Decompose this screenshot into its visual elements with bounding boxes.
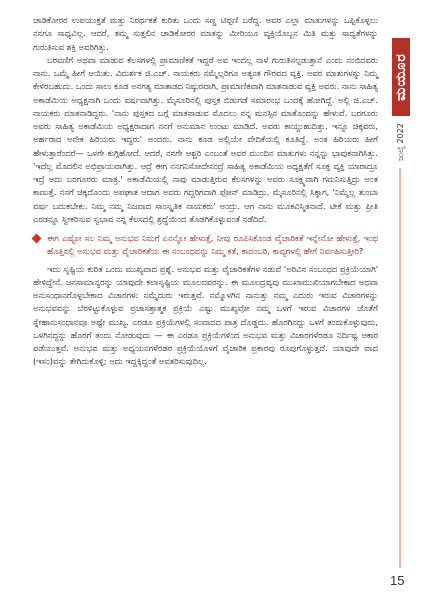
paragraph-answer: ಇದು ಸೃಷ್ಟಿಯ ಕುರಿತ ಒಂದು ಮುಖ್ಯವಾದ ಪ್ರಶ್ನೆ. ಅನುಭವ ಮತ್ತು ವೈಚಾರಿಕತೆಗಳ ನಡುವೆ 'ಅರಿವಿನ ಸಂಬಂಧದ ಪ್ರಕ್ರಿಯೆಯಾಗಿ' ಹೇಳಿದ್ದೇನೆ. ಜನಸಾಮಾನ್ಯರನ್ನು ಯಾವುದೇ ಕಲಾಸೃಷ್ಟಿಯ ಮೂಲದವರನ್ನು. ಈ ಮೂಲದ್ರವ್ಯವು ಮುಖಾಮುಖಿಯಾಗಬೇಕಾದ ಅಥವಾ ಅನುಸಂಧಾನಗೊಳ್ಳಬೇಕಾದ ವಿಚಾರಗಳು ನಮ್ಮೆದುರು ಇರುತ್ತವೆ. ನಮ್ಮೊಳಗಿನ ನಾನುತ್ತು ನಮ್ಮ ಎದುರು ಇರುವ ವಿಚಾರಗಳನ್ನು ಅನುಭವವನ್ನು ಬೆರಳಿಟ್ಟುಕೊಳ್ಳುವ ಪ್ರಜಾಸತ್ತಾತ್ಮಕ ಪ್ರಕ್ರಿಯೆ ಎಷ್ಟು ಮುಖ್ಯವೋ ನಮ್ಮ ಒಳಗೆ ಇರುವ ವಿಚಾರಗಳ ಜೊತೆಗೆ ಸ್ನೇಹಾನುಸಂಧಾನವೂ ಅಷ್ಟೇ ಮುಖ್ಯ. ಎರಡೂ ಪ್ರಕ್ರಿಯೆಗಳಲ್ಲಿ ಸಂವಾದದ ಪಾತ್ರ ದೊಡ್ಡದು. ಹೊರಗಿನದ್ದು ಒಳಗೆ ತಂದುಕೊಳ್ಳುವುದು, ಒಳಗಿನದ್ದನ್ನು ಹೊರಗೆ ತಂದು ನೋಡುವುದು — ಈ ಎರಡೂ ಪ್ರಕ್ರಿಯೆಗಳಿಂದ ಅನುಭವ ಮತ್ತು ವಿಚಾರಗಳೆರಡೂ ನಿರ್ದಿಷ್ಟ ಆಕಾರ ಪಡೆಯುತ್ತವೆ. ಅನುಭವ ಮತ್ತು ಅಧ್ಯಯನಗಳೆರಡರ ಪ್ರಕ್ರಿಯೆಯೊಳಗೆ ವೈಚಾರಿಕ ಪ್ರಕಾರವು ರೂಪುಗೊಳ್ಳುತ್ತದೆ. ಯಾವುದೇ ವಾದ (ಇಸಂ)ವನ್ನು ತೇಗಿದುಕೊಳ್ಳಿ; ಅದು ಇದ್ದಕ್ಕಿದ್ದಂತೆ ಅವತರಿಸುವುದಿಲ್ಲ. bbox=[33, 263, 378, 367]
magazine-logo-text: ಮಯೂರ bbox=[393, 53, 409, 101]
interview-question bbox=[33, 232, 378, 259]
article-body bbox=[33, 14, 378, 369]
magazine-logo bbox=[392, 38, 410, 116]
paragraph-anecdote: ಬರವಣಿಗೆ ಅಥವಾ ಮಾಡುವ ಕೆಲಸಗಳಲ್ಲಿ ಪ್ರಾಮಾಣಿಕತೆ ಇದ್ದರೆ ಅವ ಇಂದಲ್ಲ ನಾಳೆ ಗುರುತಿಸಲ್ಪಡುತ್ತಾನೆ ಎಂದು ನಂಬಿದವರು ನಾನು. ಒಮ್ಮೆ ಹೀಗೆ ಆಯಿತು. ವಿಮರ್ಶಕ ಜಿ.ಎಚ್. ನಾಯಕರು ನಮ್ಮೆಲ್ಲರಿಗೂ ಅತ್ಯಂತ ಗೌರವದ ವ್ಯಕ್ತಿ. ಅವರ ಮಾತುಗಳನ್ನು ನಿಮ್ಮ ಕೇಳಿರಬಹುದು. ಒಂದು ಸಾಲು ಕೂಡ ಅನಗತ್ಯ ಮಾತಾಡದ ನಿಷ್ಠುರವಾಗಿ, ಪ್ರಾಮಾಣಿಕವಾಗಿ ಮಾತನಾಡುವ ವ್ಯಕ್ತಿ ಅವರು. ನಾನು ಸಾಹಿತ್ಯ ಅಕಾಡೆಮಿಯ ಅಧ್ಯಕ್ಷನಾಗಿ ಒಂದು ವರ್ಷವಾಗಿತ್ತು. ಮೈಸೂರಿನಲ್ಲಿ ಪುಸ್ತಕ ಬಿಡುಗಡೆ ಸಮಾರಂಭ ಒಂದಕ್ಕೆ ಹೋಗಿದ್ದೆ. ಅಲ್ಲಿ ಜಿ.ಎಚ್. ನಾಯಕರು ಮಾತನಾಡಿದ್ದರು. 'ನಾನು ಪುಸ್ತಕದ ಬಗ್ಗೆ ಮಾತನಾಡುವ ಮೊದಲು ನನ್ನ ಮನಸ್ಸಿನ ಮಾತೊಂದನ್ನು ಹೇಳುವೆ. ಬರಗೂರು ಅವರು ಸಾಹಿತ್ಯ ಅಕಾಡೆಮಿಯ ಅಧ್ಯಕ್ಷರಾದಾಗ ನನಗೆ ಅನುಮಾನ ಉಂಟು ಮಾಡಿದೆ. ಅವರು ಕಾಯ್ದುಹುದಿತ್ತು. ಇನ್ನೂ ಚಿಕ್ಕವರು, ಅರ್ಹರಾದ ಅನೇಕ ಹಿರಿಯರು ಇದ್ದರು' ಅಂದರು. ನಾನು ಕೂಡ ಅಲ್ಲಿಯೇ ವೇದಿಕೆಯಲ್ಲಿ ಕೂತಿದ್ದೆ. ಅಂತ ಹಿರಿಯರು ಹೀಗೆ ಹೇಳುತ್ತಾರೆಂದರೆ— ಒಳಗೇ ಕುಗ್ಗಿಹೋದೆ. ಆದರೆ, ನನಗೇ ಆಶ್ಚರಿ ಎಂಬಂತೆ ಅವರ ಮುಂದಿನ ಮಾತುಗಳು ನನ್ನನ್ನು ಭಾವುಕನಾಗಿಸಿತ್ತು. 'ಇದೆಲ್ಲ ಮೊದಲಿನ ಅಭಿಪ್ರಾಯವಾಗಿತ್ತು. ಆದ್ರೆ ಈಗ ನನಗನಿಸೋದೇನಂದ್ರೆ ಸಾಹಿತ್ಯ ಅಕಾಡೆಮಿಯ ಅಧ್ಯಕ್ಷತೆಗೆ ಸೂಕ್ತ ವ್ಯಕ್ತಿ ಯಾರಾದ್ರೂ ಇದ್ರೆ ಅದು ಬರಗೂರರು ಮಾತ್ರ.' ಅಕಾಡೆಮಿಯಲ್ಲಿ ನಾವು ಮಾಡುತ್ತಿರುವ ಕೆಲಸಗಳನ್ನು ಅವರು ಸೂಕ್ಷ್ಮವಾಗಿ ಗಮನಿಸುತ್ತಿದ್ರು ಅಂತ ಕಾಣುತ್ತೆ. ನನಗೆ ಚಿಕ್ಕದೊಂದು ಅಪಘಾತ ಆದಾಗ ಅವರು ಗದ್ದರಿಗದಾಗಿ ಫೋನ್ ಮಾಡಿದ್ರು. ಮೈಸೂರಿನಲ್ಲಿ ಸಿಕ್ಕಾಗ, 'ನಿಮ್ಮೆಲ್ಲ ತುಂಬಾ ವರ್ಷ ಬದುಕಬೇಕು. ನಿಮ್ಮ ನಮ್ಮ ನಿಜವಾದ ಸಾಂಸ್ಕೃತಿಕ ನಾಯಕರು' ಅಂದ್ರು. ಆಗ ನಾನು ಮೂಕವಿಸ್ಮಿತನಾದೆ. ಟೀಕೆ ಮತ್ತು ಪ್ರೀತಿ ಎರಡನ್ನೂ ಸ್ವೀಕರಿಸುವ ಸ್ವಭಾವ ನನ್ನ ಕೆಲಸದಲ್ಲಿ ಶ್ರದ್ಧೆಯಿಂದ ತೊಡಗಿಕೊಳ್ಳುವಂತೆ ನಡೆದಿದೆ. bbox=[33, 54, 378, 224]
paragraph-intro: ಚಾಡಿಕೋರರ ಉಪಯುಕ್ತತೆ ಮತ್ತು ನಿರರ್ಥಕತೆ ಕುರಿತು ಒಂದು ಸಣ್ಣ ಟಿಪ್ಪಣಿ ಬರೆದ್ದ. ಅವರ ಎಲ್ಲಾ ಮಾತುಗಳನ್ನು ಒಪ್ಪಿಕೊಳ್ಳಲು ನನಗೂ ಸಾಧ್ಯವಿಲ್ಲ. ಆದರೆ, ತಮ್ಮ ಸುತ್ತಲಿನ ಚಾಡಿಕೋರರ ಮಾತನ್ನು ಮೀರಿಯೂ ವ್ಯಕ್ತಿಯೊಬ್ಬನ ಮಿತಿ ಮತ್ತು ಸಾಧ್ಯತೆಗಳನ್ನು ಗುರುತಿಸುವ ಶಕ್ತಿ ಅವರಿಗಿತ್ತು. bbox=[33, 15, 378, 52]
page-number: 15 bbox=[390, 573, 405, 588]
diamond-bullet-icon bbox=[32, 234, 42, 244]
issue-date bbox=[390, 122, 412, 162]
issue-date-text: ಜುಲೈ 2022 bbox=[396, 123, 406, 161]
question-text: ಈಗ ಎಷ್ಟೋ ಸಲ ನಿಮ್ಮ ಅನುಭವ ನಿಮಗೆ ಏನನ್ನೋ ಹೇಳುತ್ತೆ, ನೀವು ರೂಪಿಸಿಕೊಂಡ ವೈಚಾರಿಕತೆ ಇನ್ನೇನೋ ಹೇಳುತ್ತೆ, ಇಂಥ ಹೊತ್ತಿನಲ್ಲಿ ಅನುಭವ ಮತ್ತು ವೈಚಾರಿಕತೆಯ ಈ ಸಂಬಂಧವನ್ನು ನಿಮ್ಮ ಕತೆ, ಕಾದಂಬರಿ, ಕಾವ್ಯಗಳಲ್ಲಿ ಹೇಗೆ ನಿರ್ವಹಿಸುತ್ತೀರಿ? bbox=[47, 233, 378, 257]
side-rule bbox=[399, 168, 401, 568]
